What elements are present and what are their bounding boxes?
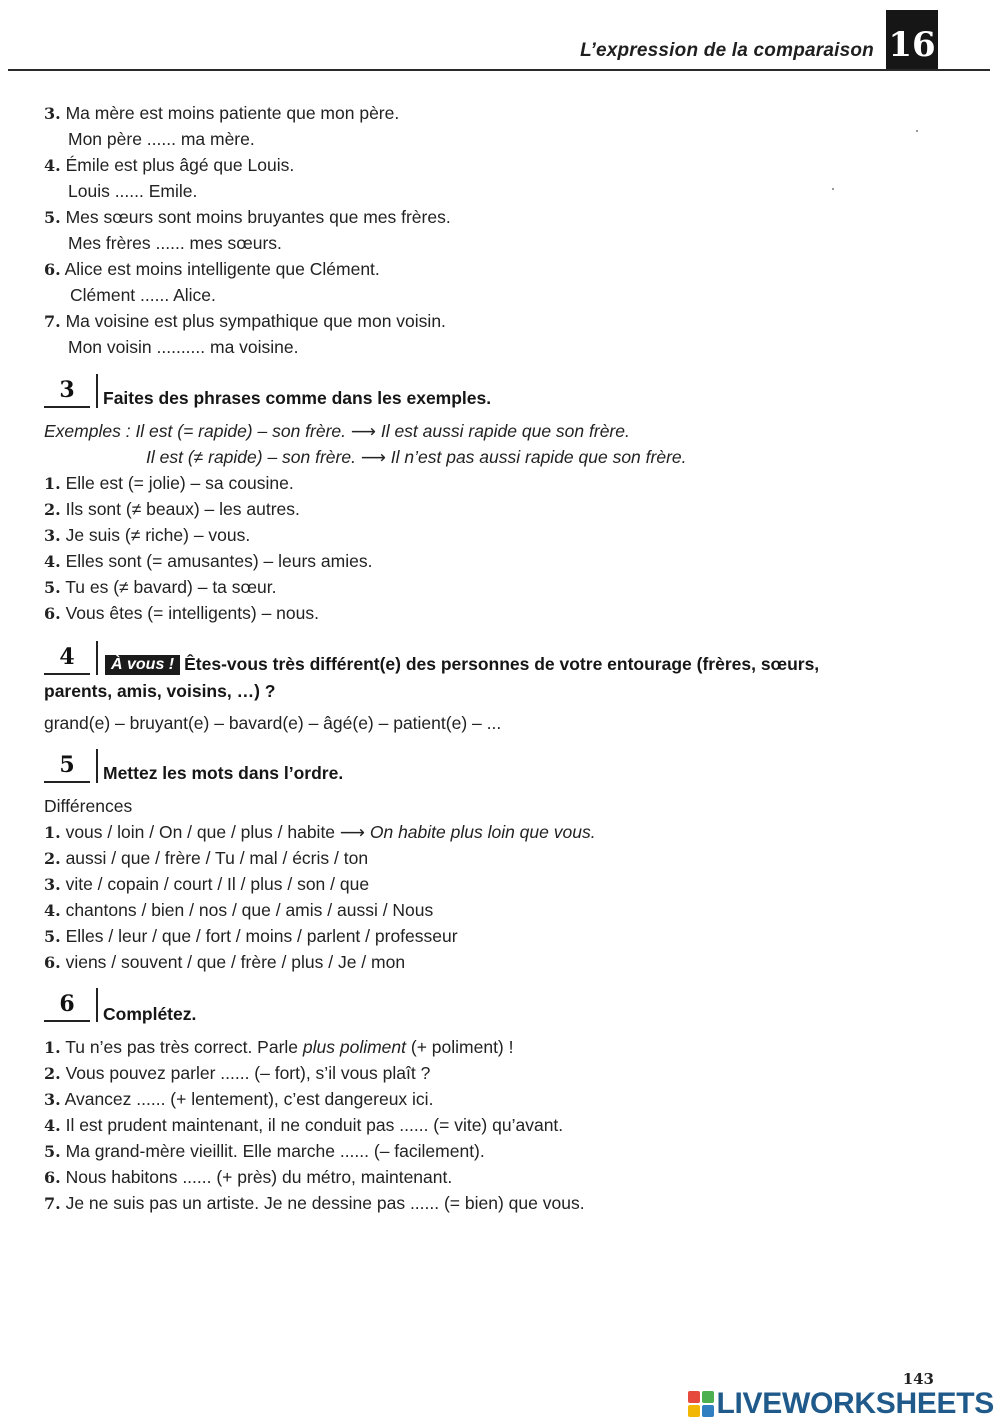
answer-line: Mon père ...... ma mère. [68, 129, 255, 149]
answer-line: Clément ...... Alice. [70, 285, 216, 305]
list-item: 2. Ils sont (≠ beaux) – les autres. [44, 499, 300, 519]
exercise-title: Complétez. [103, 1004, 197, 1024]
list-item: 1. Elle est (= jolie) – sa cousine. [44, 473, 294, 493]
list-item: 4. Émile est plus âgé que Louis. [44, 155, 295, 175]
list-item: 5. Mes sœurs sont moins bruyantes que mes frères. [44, 207, 451, 227]
list-item: 7. Ma voisine est plus sympathique que mon voisin. [44, 311, 446, 331]
section-subtitle: Différences [44, 796, 133, 816]
chapter-title: L’expression de la comparaison [580, 40, 874, 61]
chapter-number-badge: 16 [886, 10, 938, 71]
scan-speck [832, 188, 834, 190]
exercise-title: Faites des phrases comme dans les exemples. [103, 388, 492, 408]
list-item: 2. aussi / que / frère / Tu / mal / écris / ton [44, 848, 369, 868]
list-item: 4. Il est prudent maintenant, il ne conduit pas ...... (= vite) qu’avant. [44, 1115, 564, 1135]
scan-speck [916, 130, 918, 132]
list-item: 5. Ma grand-mère vieillit. Elle marche ...... (– facilement). [44, 1141, 485, 1161]
exercise-title: À vous ! Êtes-vous très différent(e) des personnes de votre entourage (frères, sœurs, [105, 654, 819, 675]
exercise-number: 5 [44, 751, 90, 783]
list-item: 6. viens / souvent / que / frère / plus / Je / mon [44, 952, 406, 972]
a-vous-badge: À vous ! [105, 655, 180, 675]
example-line: Il est (≠ rapide) – son frère. ⟶ Il n’est pas aussi rapide que son frère. [146, 447, 687, 467]
answer-line: Mes frères ...... mes sœurs. [68, 233, 282, 253]
page-number: 143 [902, 1370, 934, 1388]
list-item: 6. Alice est moins intelligente que Clément. [44, 259, 380, 279]
header-divider [8, 69, 990, 71]
exercise-number: 6 [44, 990, 90, 1022]
list-item: 5. Tu es (≠ bavard) – ta sœur. [44, 577, 277, 597]
example-line: Exemples : Il est (= rapide) – son frère. ⟶ Il est aussi rapide que son frère. [44, 421, 630, 441]
list-item: 5. Elles / leur / que / fort / moins / parlent / professeur [44, 926, 458, 946]
list-item: 3. vite / copain / court / Il / plus / son / que [44, 874, 370, 894]
exercise-number: 4 [44, 643, 90, 675]
list-item: 1. vous / loin / On / que / plus / habite ⟶ On habite plus loin que vous. [44, 822, 596, 842]
list-item: 4. Elles sont (= amusantes) – leurs amies. [44, 551, 373, 571]
list-item: 3. Avancez ...... (+ lentement), c’est dangereux ici. [44, 1089, 434, 1109]
list-item: 2. Vous pouvez parler ...... (– fort), s’il vous plaît ? [44, 1063, 431, 1083]
liveworksheets-logo-icon [688, 1391, 714, 1417]
answer-line: Mon voisin .......... ma voisine. [68, 337, 299, 357]
answer-line: Louis ...... Emile. [68, 181, 198, 201]
list-item: 4. chantons / bien / nos / que / amis / aussi / Nous [44, 900, 434, 920]
list-item: 6. Vous êtes (= intelligents) – nous. [44, 603, 319, 623]
list-item: 1. Tu n’es pas très correct. Parle plus poliment (+ poliment) ! [44, 1037, 514, 1057]
liveworksheets-watermark[interactable] [688, 1386, 995, 1422]
list-item: 7. Je ne suis pas un artiste. Je ne dessine pas ...... (= bien) que vous. [44, 1193, 585, 1213]
list-item: 3. Je suis (≠ riche) – vous. [44, 525, 251, 545]
list-item: 3. Ma mère est moins patiente que mon père. [44, 103, 400, 123]
word-list: grand(e) – bruyant(e) – bavard(e) – âgé(e) – patient(e) – ... [44, 713, 502, 733]
list-item: 6. Nous habitons ...... (+ près) du métro, maintenant. [44, 1167, 453, 1187]
exercise-number: 3 [44, 376, 90, 408]
exercise-title: Mettez les mots dans l’ordre. [103, 763, 344, 783]
exercise-title-continued: parents, amis, voisins, …) ? [44, 681, 276, 701]
watermark-text: LIVEWORKSHEETS [716, 1387, 994, 1420]
